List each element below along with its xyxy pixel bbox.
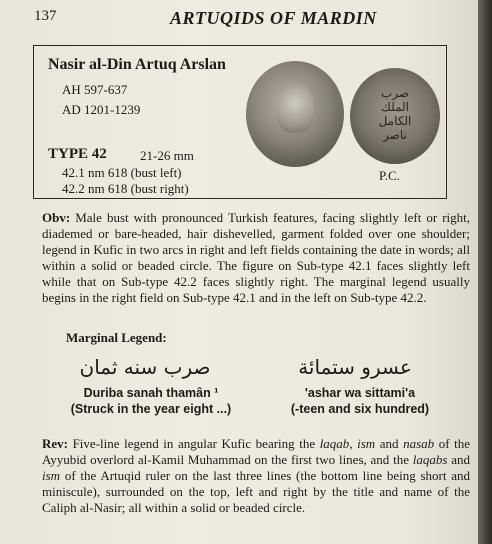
ah-dates: AH 597-637: [62, 82, 128, 97]
marginal-legend-label: Marginal Legend:: [66, 330, 167, 345]
obverse-text: Male bust with pronounced Turkish features, facing slightly left or right, diademed or bare-headed, hair dishevelled, garment folded over one shoulder; legend in Kufic in two arcs in right and left fields containing the date in words; all within a solid or beaded circle. The figure on Sub-type 42.1 faces slightly left while that on Sub-type 42.2 faces slightly right. The marginal legend usually begins in the right field on Sub-type 42.1 and in the left on Sub-type 42.2.: [42, 210, 471, 305]
coin-reverse-image: [350, 68, 440, 164]
obverse-label: Obv:: [42, 210, 71, 225]
ad-dates: AD 1201-1239: [62, 102, 141, 117]
type-size: 21-26 mm: [140, 148, 194, 163]
left-arabic-legend: صرب سنه ثمان: [79, 355, 211, 379]
type-title: TYPE 42: [48, 146, 107, 162]
right-transliteration: 'ashar wa sittami'a: [304, 386, 416, 400]
right-translation: (-teen and six hundred): [290, 402, 430, 416]
type-info-box: [33, 45, 447, 199]
coin-obverse-image: [246, 61, 344, 167]
subtype-42-2: 42.2 nm 618 (bust right): [62, 181, 189, 196]
ruler-name: Nasir al-Din Artuq Arslan: [48, 56, 226, 73]
reverse-kufic-script: صرب الملك الكامل ناصر: [378, 86, 412, 142]
left-transliteration: Duriba sanah thamân ¹: [83, 386, 219, 400]
subtype-42-1: 42.1 nm 618 (bust left): [62, 165, 182, 180]
photo-credit: P.C.: [379, 168, 400, 183]
page-number: 137: [34, 8, 57, 24]
page-title: ARTUQIDS OF MARDIN: [170, 8, 377, 28]
right-arabic-legend: عسرو ستمائة: [298, 355, 412, 379]
reverse-description: Rev: Five-line legend in angular Kufic bearing the laqab, ism and nasab of the Ayyubid overlord al-Kamil Muhammad on the first two lines, and the laqabs and ism of the Artuqid ruler on the last three lines (the bottom line being short and miniscule), surrounded on the top, left and right by the title and name of the Caliph al-Nasir; all within a solid or beaded circle.: [42, 436, 471, 515]
bust-figure: [276, 83, 314, 133]
obverse-description: [42, 210, 470, 306]
book-gutter-shadow: [478, 0, 492, 544]
reverse-label: Rev:: [42, 436, 68, 451]
left-translation: (Struck in the year eight ...): [70, 402, 232, 416]
